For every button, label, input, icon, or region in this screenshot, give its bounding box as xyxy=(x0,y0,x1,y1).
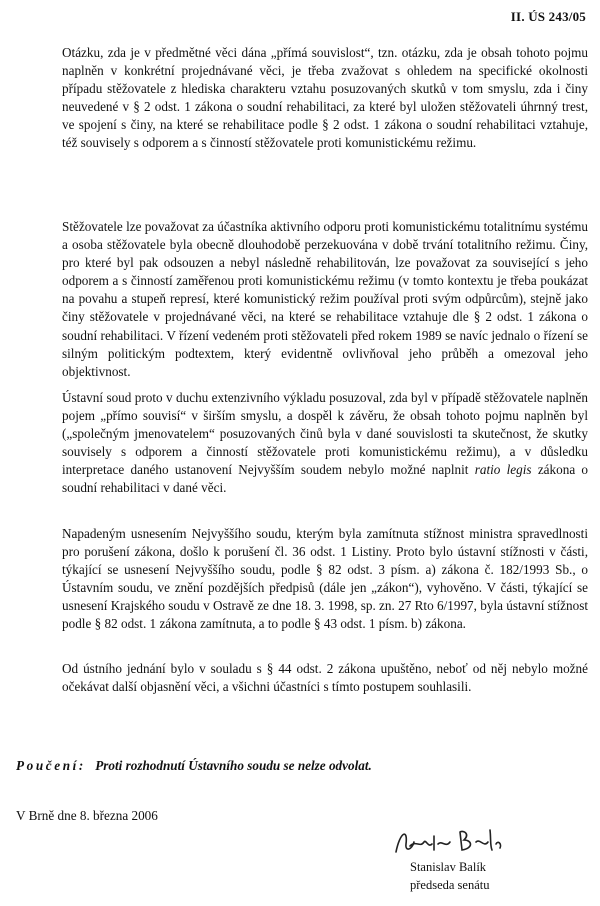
legal-notice xyxy=(16,758,372,774)
paragraph-extensive-interpretation xyxy=(62,389,588,498)
paragraph-resistance: Stěžovatele lze považovat za účastníka aktivního odporu proti komunistickému totalitnímu systému a osoba stěžovatele byla obecně dlouhodobě perzekuována v době trvání totalitního režimu. Činy, pro které byl pak odsouzen a nebyl následně rehabilitován, lze považovat za související s jeho odporem a s činností zaměřenou proti komunistickému režimu (v tomto kontextu je třeba poukázat na povahu a stupeň represí, které komunistický režim používal proti svým odpůrcům), stejně jako činy stěžovatele v projednávané věci, na které se rehabilitace vztahuje dle § 2 odst. 1 zákona o soudní rehabilitaci. V řízení vedeném proti stěžovateli před rokem 1989 se navíc jednalo o řízení se silným politickým podtextem, který evidentně ovlivňoval jeho průběh a omezoval jeho objektivnost. xyxy=(62,219,588,379)
paragraph-main-text: Ústavní soud proto v duchu extenzivního výkladu posuzoval, zda byl v případě stěžovatele naplněn pojem „přímo souvisí“ v širším smyslu, a dospěl k závěru, že obsah tohoto pojmu naplněn byl („společným jmenovatelem“ posuzovaných činů byla v dané souvislosti ta skutečnost, že skutky souvisely s odporem a činností stěžovatele proti komunistickému režimu), a v důsledku interpretace daného ustanovení Nejvyšším soudem nebylo možné naplnit xyxy=(62,390,588,478)
paragraph-ruling: Napadeným usnesením Nejvyššího soudu, kterým byla zamítnuta stížnost ministra spravedlnosti pro porušení zákona, došlo k porušení čl. 36 odst. 1 Listiny. Proto bylo ústavní stížnosti v části, týkající se usnesení Nejvyššího soudu, podle § 82 odst. 3 písm. a) zákona č. 182/1993 Sb., o Ústavním soudu, ve znění pozdějších předpisů (dále jen „zákon“), vyhověno. V části, týkající se usnesení Krajského soudu v Ostravě ze dne 18. 3. 1998, sp. zn. 27 Rto 6/1997, byla ústavní stížnost podle § 82 odst. 1 zákona zamítnuta, a to podle § 43 odst. 1 písm. b) zákona. xyxy=(62,526,588,632)
signer-name: Stanislav Balík xyxy=(410,860,487,874)
place-and-date: V Brně dne 8. března 2006 xyxy=(16,808,158,823)
signer-role: předseda senátu xyxy=(410,878,490,892)
paragraph-tail-text: zákona o soudní rehabilitaci v dané věci. xyxy=(62,462,589,496)
handwritten-signature xyxy=(390,822,510,862)
paragraph-oral-hearing: Od ústního jednání bylo v souladu s § 44 odst. 2 zákona upuštěno, neboť od něj nebylo možné očekávat další objasnění věci, a všichni účastníci s tímto postupem souhlasili. xyxy=(62,661,588,695)
notice-text: Proti rozhodnutí Ústavního soudu se nelze odvolat. xyxy=(95,758,372,773)
notice-label: Poučení: xyxy=(16,758,86,773)
case-reference: II. ÚS 243/05 xyxy=(510,9,586,24)
paragraph-direct-connection: Otázku, zda je v předmětné věci dána „přímá souvislost“, tzn. otázku, zda je obsah tohoto pojmu naplněn v konkrétní projednávané věci, je třeba zvažovat s ohledem na specifické okolnosti případu stěžovatele z hlediska charakteru vztahu posuzovaných skutků v tom smyslu, zda i činy neuvedené v § 2 odst. 1 zákona o soudní rehabilitaci, za které byl uložen stěžovateli úhrnný trest, ve spojení s činy, na které se rehabilitace podle § 2 odst. 1 zákona o soudní rehabilitaci vztahuje, též souvisely s odporem a s činností stěžovatele proti komunistickému režimu. xyxy=(62,45,588,151)
latin-term: ratio legis xyxy=(474,462,532,478)
